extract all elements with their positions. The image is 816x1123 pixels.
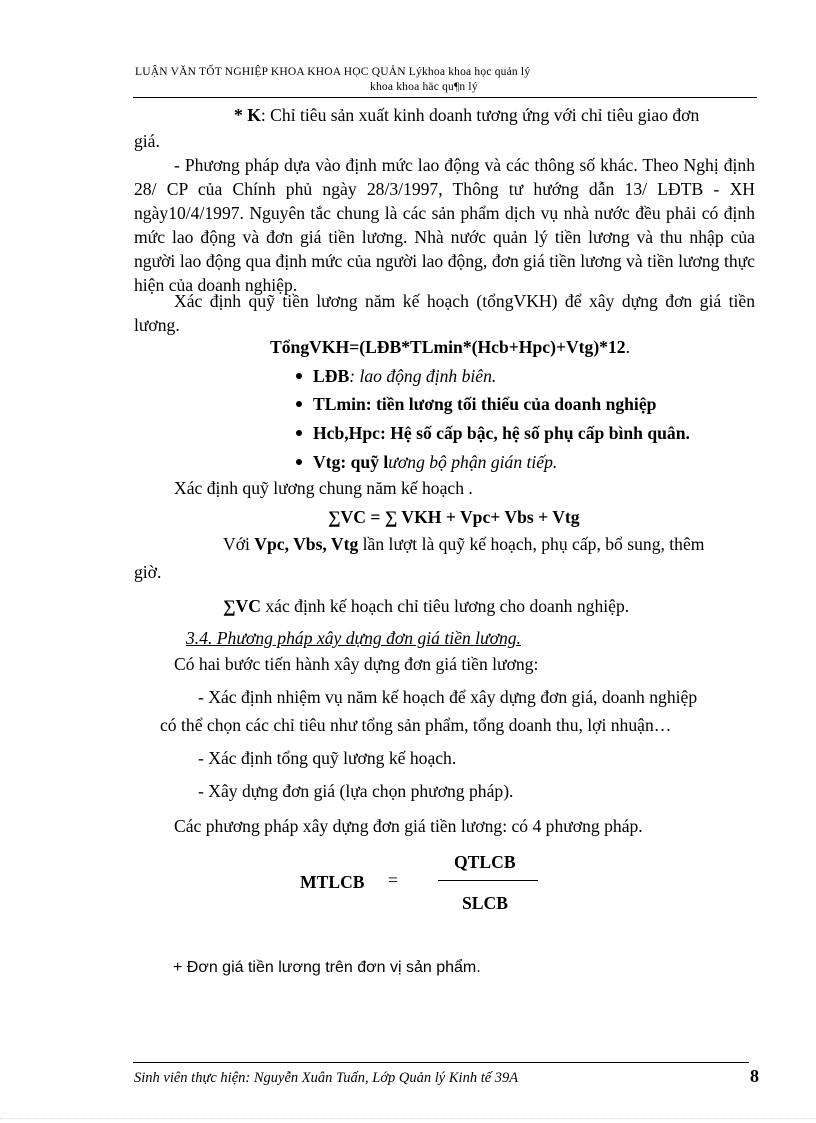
- page-number: 8: [750, 1066, 759, 1086]
- step-two-line: - Xác định tổng quỹ lương kế hoạch.: [198, 748, 457, 768]
- variables-explanation-cont: giờ.: [134, 562, 162, 582]
- formula-sum-vc: ∑VC = ∑ VKH + Vpc+ Vbs + Vtg: [328, 507, 580, 527]
- method-paragraph: - Phương pháp dựa vào định mức lao động và các thông số khác. Theo Nghị định 28/ CP của Chính phủ ngày 28/3/1997, Thông tư hướng dẫn 13/ LĐTB - XH ngày10/4/1997. Nguyên tắc chung là các sản phẩm dịch vụ nhà nước đều phải có định mức lao động và đơn giá tiền lương. Nhà nước quản lý tiền lương và thu nhập của người lao động qua định mức của người lao động, đơn giá tiền lương và tiền lương thực hiện của doanh nghiệp.: [134, 155, 755, 295]
- bullet-item: [296, 392, 656, 416]
- formula-tongvkh: [270, 335, 630, 359]
- fund-paragraph: Xác định quỹ tiền lương năm kế hoạch (tổngVKH) để xây dựng đơn giá tiền lương.: [134, 291, 755, 335]
- header-rule: [133, 97, 757, 98]
- two-steps-text: Có hai bước tiến hành xây dựng đơn giá tiền lương:: [174, 654, 539, 674]
- bullet-item: [296, 364, 496, 388]
- footer-rule: [133, 1062, 749, 1063]
- step-one-line-cont: có thể chọn các chỉ tiêu như tổng sản phẩm, tổng doanh thu, lợi nhuận…: [160, 715, 672, 735]
- variables-prefix: Với: [223, 534, 255, 554]
- bullet-term: Vtg: quỹ l: [313, 452, 389, 472]
- bottom-dotted-border: [0, 1118, 816, 1119]
- bullet-term: LĐB: [313, 366, 350, 386]
- k-symbol: * K: [234, 105, 261, 125]
- bullet-dot-icon: [296, 373, 302, 379]
- variables-explanation: [223, 532, 704, 556]
- header-title: LUẬN VĂN TỐT NGHIỆP KHOA KHOA HỌC QUẢN Lýkhoa khoa học quản lý: [135, 66, 531, 78]
- bullet-item: [296, 450, 557, 474]
- bullet-desc: ương bộ phận gián tiếp.: [388, 452, 558, 472]
- bullet-term: Hcb,Hpc: Hệ số cấp bậc, hệ số phụ cấp bình quân.: [313, 423, 690, 443]
- k-text: : Chỉ tiêu sản xuất kinh doanh tương ứng với chỉ tiêu giao đơn: [260, 105, 700, 125]
- formula-mtlcb-equals: =: [388, 870, 398, 890]
- bullet-item: [296, 421, 690, 445]
- bullet-dot-icon: [296, 430, 302, 436]
- sum-vc-text: [223, 594, 629, 618]
- variables-text: lần lượt là quỹ kế hoạch, phụ cấp, bổ sung, thêm: [358, 534, 705, 554]
- formula-tongvkh-expr: TổngVKH=(LĐB*TLmin*(Hcb+Hpc)+Vtg)*12: [270, 337, 626, 357]
- section-heading: 3.4. Phương pháp xây dựng đơn giá tiền lương.: [186, 628, 522, 648]
- sum-vc-desc: xác định kế hoạch chỉ tiêu lương cho doanh nghiệp.: [260, 596, 630, 616]
- k-definition: [234, 103, 699, 127]
- formula-mtlcb-denominator: SLCB: [462, 893, 508, 913]
- k-definition-cont: giá.: [134, 131, 160, 151]
- bullet-dot-icon: [296, 401, 302, 407]
- bullet-desc: : lao động định biên.: [349, 366, 497, 386]
- bullet-dot-icon: [296, 459, 302, 465]
- bullet-term: TLmin: tiền lương tối thiểu của doanh nghiệp: [313, 394, 657, 414]
- formula-mtlcb-lhs: MTLCB: [300, 872, 365, 892]
- formula-tongvkh-end: .: [625, 337, 630, 357]
- footer-author: Sinh viên thực hiện: Nguyễn Xuân Tuấn, Lớp Quản lý Kinh tế 39A: [134, 1070, 519, 1086]
- step-one-line: - Xác định nhiệm vụ năm kế hoạch để xây dựng đơn giá, doanh nghiệp: [198, 687, 698, 707]
- header-subtitle: khoa khoa häc qu¶n lý: [370, 81, 478, 93]
- formula-mtlcb-numerator: QTLCB: [454, 852, 516, 872]
- general-fund-text: Xác định quỹ lương chung năm kế hoạch .: [174, 478, 473, 498]
- unit-price-text: + Đơn giá tiền lương trên đơn vị sản phẩm.: [173, 959, 481, 976]
- step-three-line: - Xây dựng đơn giá (lựa chọn phương pháp).: [198, 781, 514, 801]
- variables-names: Vpc, Vbs, Vtg: [254, 534, 359, 554]
- sum-vc-symbol: ∑VC: [223, 596, 261, 616]
- fraction-bar: [438, 880, 538, 881]
- methods-text: Các phương pháp xây dựng đơn giá tiền lương: có 4 phương pháp.: [174, 816, 643, 836]
